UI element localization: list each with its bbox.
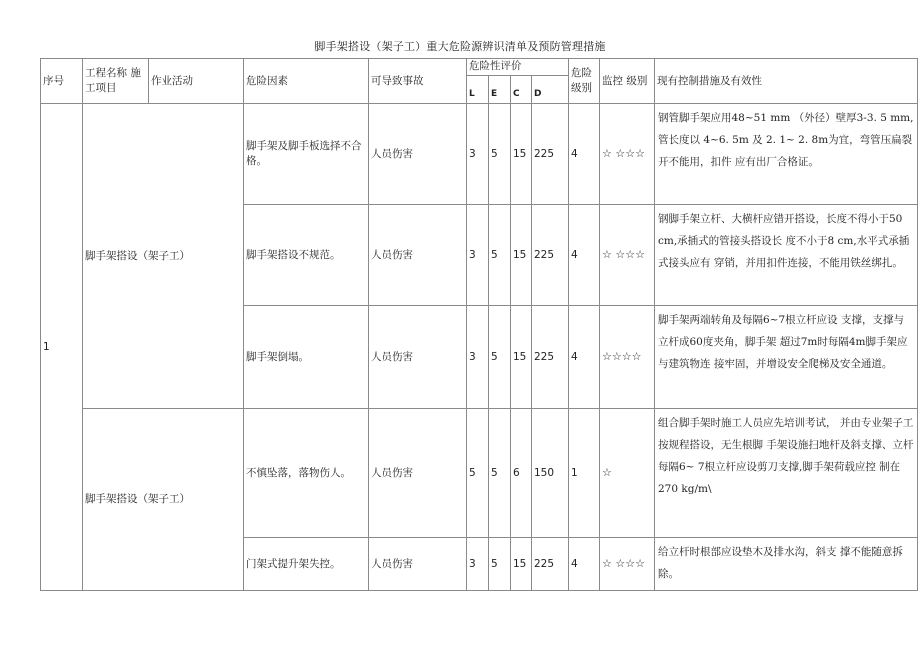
- factor-cell: 不慎坠落，落物伤人。: [244, 409, 369, 538]
- measures-cell: 组合脚手架时施工人员应先培训考试， 并由专业架子工按规程搭设，无生根脚 手架设施扫地杆及斜支撑、立杆每隔6~ 7根立杆应设剪刀支撑,脚手架荷载应控 制在270 kg/m\: [655, 409, 918, 538]
- factor-cell: 脚手架倒塌。: [244, 306, 369, 409]
- accident-cell: 人员伤害: [369, 409, 467, 538]
- level-cell: 4: [569, 205, 600, 306]
- header-C: C: [511, 76, 532, 104]
- monitor-stars: ☆: [600, 409, 655, 538]
- header-E: E: [489, 76, 511, 104]
- factor-cell: 门架式提升架失控。: [244, 538, 369, 591]
- monitor-stars: ☆ ☆☆☆: [600, 538, 655, 591]
- L-cell: 3: [467, 306, 489, 409]
- D-cell: 225: [532, 306, 569, 409]
- project-cell: 脚手架搭设（架子工）: [83, 104, 244, 409]
- header-factor: 危险因素: [244, 59, 369, 104]
- table-row: [41, 409, 918, 538]
- header-L: L: [467, 76, 489, 104]
- header-seq: 序号: [41, 59, 83, 104]
- header-D: D: [532, 76, 569, 104]
- measures-cell: 给立杆时根部应设垫木及排水沟，斜支 撑不能随意拆除。: [655, 538, 918, 591]
- E-cell: 5: [489, 538, 511, 591]
- C-cell: 6: [511, 409, 532, 538]
- accident-cell: 人员伤害: [369, 538, 467, 591]
- factor-cell: 脚手架及脚手板选择不合格。: [244, 104, 369, 205]
- header-row-top: [41, 59, 918, 76]
- level-cell: 1: [569, 409, 600, 538]
- header-project: 工程名称 施工项目: [83, 59, 149, 104]
- header-evaluation: 危险性评价: [467, 59, 569, 76]
- level-cell: 4: [569, 104, 600, 205]
- L-cell: 5: [467, 409, 489, 538]
- accident-cell: 人员伤害: [369, 205, 467, 306]
- level-cell: 4: [569, 306, 600, 409]
- C-cell: 15: [511, 306, 532, 409]
- monitor-stars: ☆ ☆☆☆: [600, 104, 655, 205]
- L-cell: 3: [467, 205, 489, 306]
- factor-cell: 脚手架搭设不规范。: [244, 205, 369, 306]
- monitor-stars: ☆ ☆☆☆: [600, 205, 655, 306]
- L-cell: 3: [467, 104, 489, 205]
- measures-cell: 钢管脚手架应用48~51 mm （外径）壁厚3-3. 5 mm,管长度以 4~6. 5m 及 2. 1~ 2. 8m为宜，弯管压扁裂开不能用，扣件 应有出厂合格证。: [655, 104, 918, 205]
- table-row: [41, 104, 918, 205]
- header-activity: 作业活动: [149, 59, 244, 104]
- D-cell: 150: [532, 409, 569, 538]
- monitor-stars: ☆☆☆☆: [600, 306, 655, 409]
- hazard-table: [40, 58, 918, 591]
- accident-cell: 人员伤害: [369, 104, 467, 205]
- D-cell: 225: [532, 205, 569, 306]
- C-cell: 15: [511, 538, 532, 591]
- D-cell: 225: [532, 104, 569, 205]
- project-cell: 脚手架搭设（架子工）: [83, 409, 244, 591]
- accident-cell: 人员伤害: [369, 306, 467, 409]
- header-accident: 可导致事故: [369, 59, 467, 104]
- E-cell: 5: [489, 104, 511, 205]
- E-cell: 5: [489, 306, 511, 409]
- D-cell: 225: [532, 538, 569, 591]
- E-cell: 5: [489, 409, 511, 538]
- L-cell: 3: [467, 538, 489, 591]
- C-cell: 15: [511, 205, 532, 306]
- header-measures: 现有控制措施及有效性: [655, 59, 918, 104]
- C-cell: 15: [511, 104, 532, 205]
- header-level: 危险级别: [569, 59, 600, 104]
- E-cell: 5: [489, 205, 511, 306]
- level-cell: 4: [569, 538, 600, 591]
- document-title: 脚手架搭设（架子工）重大危险源辨识清单及预防管理措施: [314, 40, 606, 53]
- measures-cell: 脚手架两端转角及每隔6~7根立杆应设 支撑，支撑与立杆成60度夹角，脚手架 超过7m时每隔4m脚手架应与建筑物连 接牢固，并增设安全爬梯及安全通道。: [655, 306, 918, 409]
- seq-cell: 1: [41, 104, 83, 591]
- header-monitor: 监控 级别: [600, 59, 655, 104]
- measures-cell: 钢脚手架立杆、大横杆应错开搭设，长度不得小于50 cm,承插式的管接头搭设长 度不小于8 cm,水平式承插式接头应有 穿销，并用扣件连接，不能用铁丝绑扎。: [655, 205, 918, 306]
